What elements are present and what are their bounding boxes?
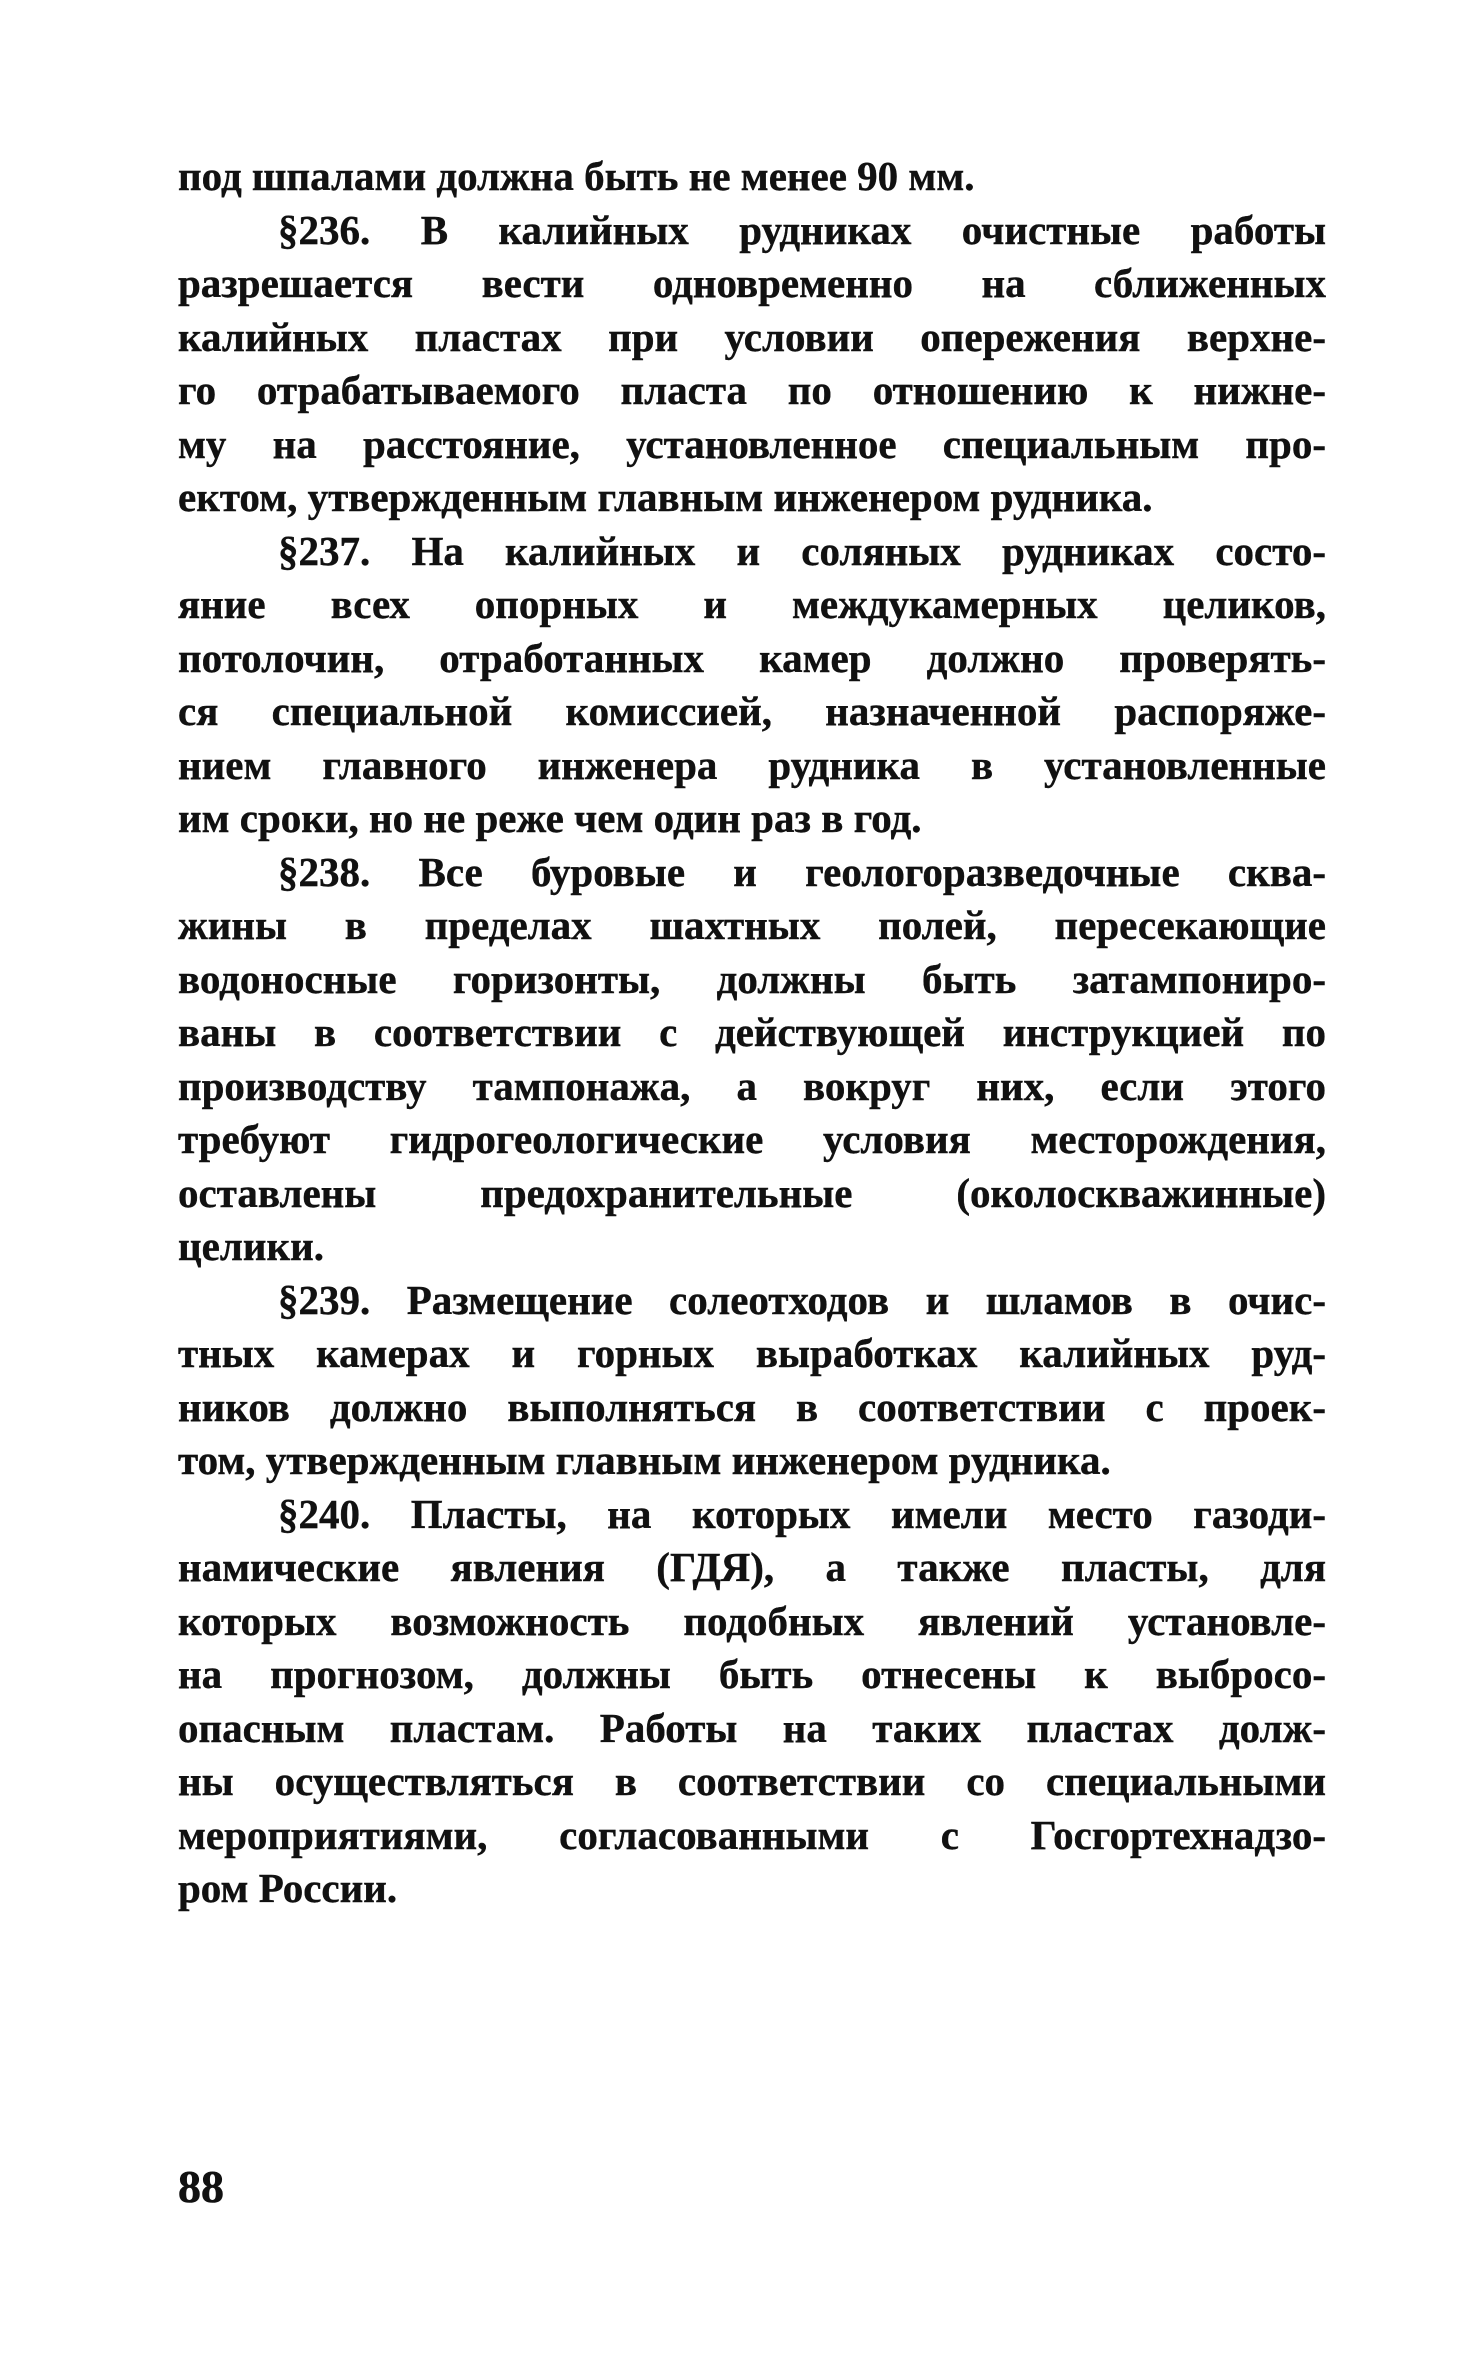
text-line: жины в пределах шахтных полей, пересекающие bbox=[178, 902, 1326, 948]
text-line: калийных пластах при условии опережения верхне- bbox=[178, 313, 1326, 360]
text-line: водоносные горизонты, должны быть затампониро- bbox=[178, 955, 1326, 1002]
text-line: целики. bbox=[178, 1223, 324, 1269]
text-line: ектом, утвержденным главным инженером рудника. bbox=[178, 474, 1153, 520]
text-line: §238. Все буровые и геологоразведочные сква- bbox=[278, 848, 1326, 895]
text-line: §240. Пласты, на которых имели место газоди- bbox=[278, 1490, 1326, 1537]
text-line: му на расстояние, установленное специальным про- bbox=[178, 420, 1326, 467]
text-line: ны осуществляться в соответствии со специальными bbox=[178, 1758, 1326, 1804]
text-line: яние всех опорных и междукамерных целиков, bbox=[178, 581, 1326, 627]
text-line: оставлены предохранительные (околоскважинные) bbox=[178, 1169, 1326, 1216]
text-line: на прогнозом, должны быть отнесены к выбросо- bbox=[178, 1651, 1326, 1697]
text-line: требуют гидрогеологические условия месторождения, bbox=[178, 1116, 1326, 1162]
text-line: намические явления (ГДЯ), а также пласты, для bbox=[178, 1544, 1326, 1590]
text-line: ваны в соответствии с действующей инструкцией по bbox=[178, 1009, 1326, 1055]
page-number: 88 bbox=[178, 2161, 224, 2212]
text-line: §239. Размещение солеотходов и шламов в очис- bbox=[278, 1276, 1326, 1323]
text-line: которых возможность подобных явлений установле- bbox=[178, 1597, 1326, 1644]
text-line: мероприятиями, согласованными с Госгортехнадзо- bbox=[178, 1811, 1326, 1858]
text-line: ников должно выполняться в соответствии с проек- bbox=[178, 1383, 1326, 1430]
text-line: производству тампонажа, а вокруг них, если этого bbox=[178, 1062, 1326, 1109]
text-line: §236. В калийных рудниках очистные работы bbox=[278, 206, 1326, 253]
text-line: опасным пластам. Работы на таких пластах долж- bbox=[178, 1704, 1326, 1751]
body-text bbox=[178, 150, 1326, 1916]
text-line: том, утвержденным главным инженером рудника. bbox=[178, 1437, 1111, 1483]
text-line: ром России. bbox=[178, 1865, 398, 1911]
text-line: ся специальной комиссией, назначенной распоряже- bbox=[178, 688, 1326, 734]
text-line: им сроки, но не реже чем один раз в год. bbox=[178, 795, 922, 841]
text-line: го отрабатываемого пласта по отношению к нижне- bbox=[178, 367, 1326, 413]
text-line: под шпалами должна быть не менее 90 мм. bbox=[178, 153, 975, 199]
text-line: потолочин, отработанных камер должно проверять- bbox=[178, 634, 1326, 681]
text-line: §237. На калийных и соляных рудниках состо- bbox=[278, 527, 1326, 574]
document-page bbox=[178, 150, 1326, 1916]
text-line: нием главного инженера рудника в установленные bbox=[178, 741, 1326, 788]
text-line: тных камерах и горных выработках калийных руд- bbox=[178, 1330, 1326, 1376]
text-line: разрешается вести одновременно на сближенных bbox=[178, 260, 1326, 306]
